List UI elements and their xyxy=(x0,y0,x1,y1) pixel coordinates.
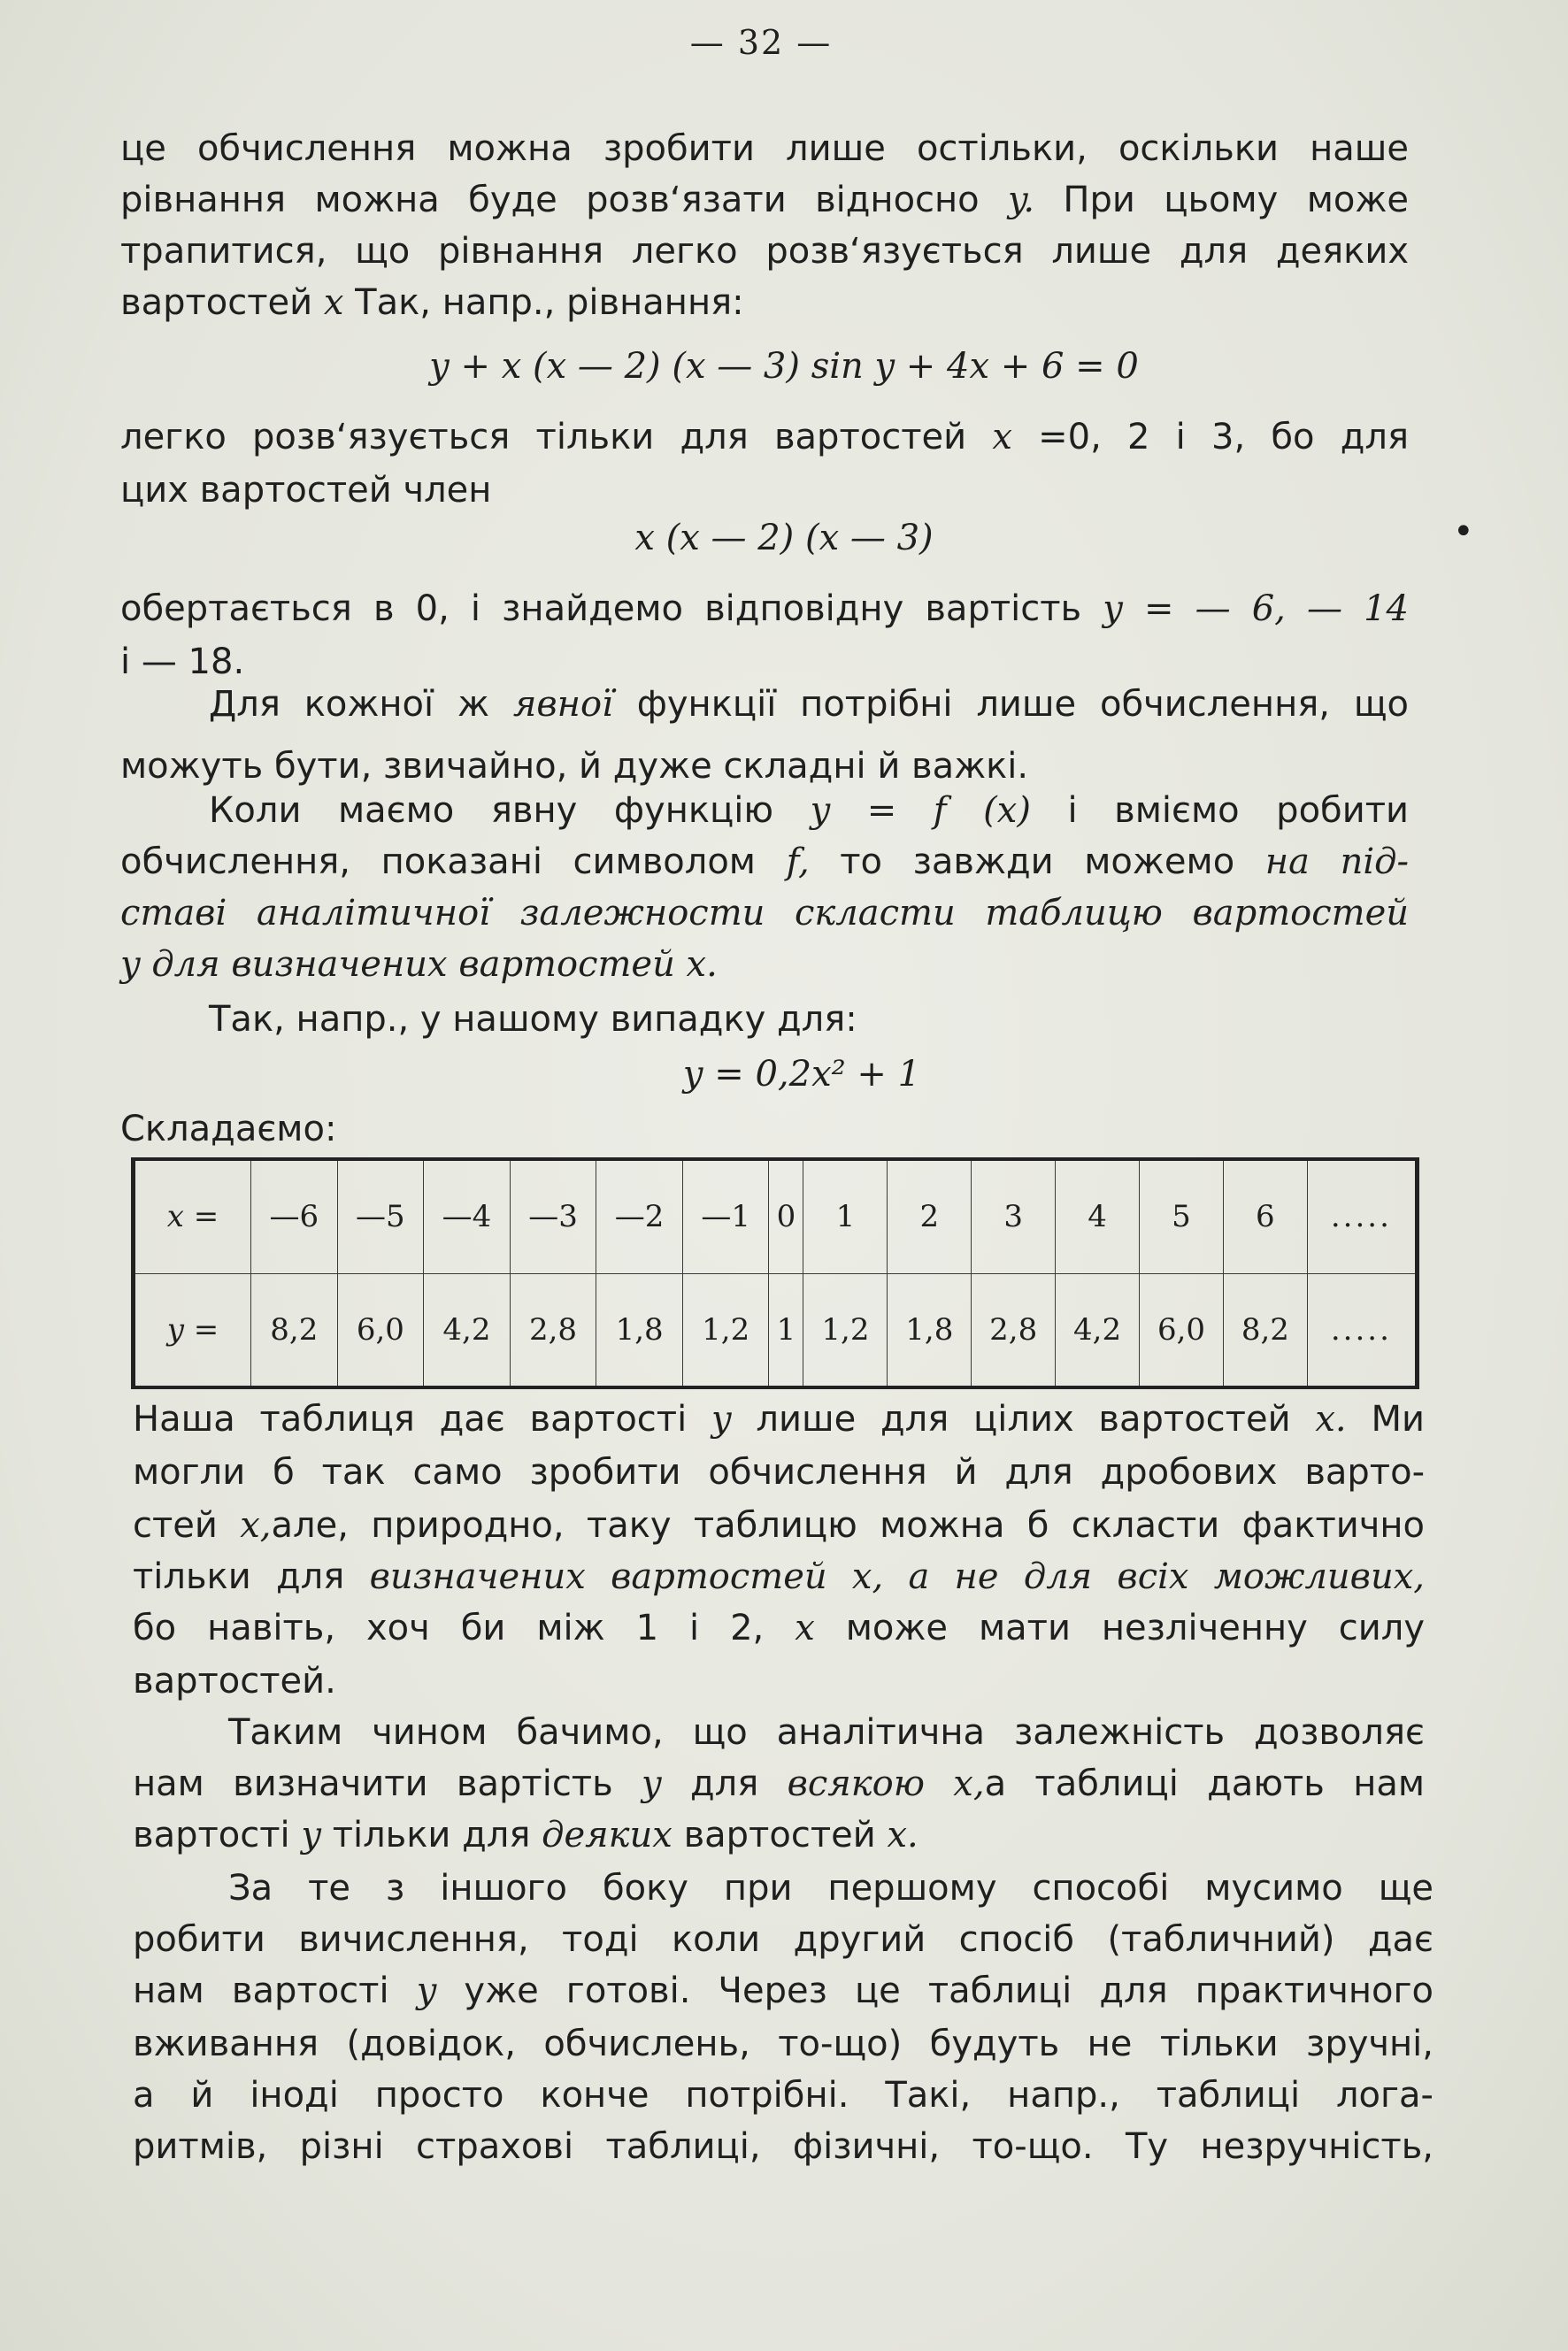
table-row-x xyxy=(134,1159,1418,1273)
text-line: Таким чином бачимо, що аналітична залежність дозволяє xyxy=(228,1712,1425,1753)
text-line: це обчислення можна зробити лише остільки, оскільки наше xyxy=(120,128,1409,169)
page-number: — 32 — xyxy=(689,23,833,62)
text-line: цих вартостей член xyxy=(120,470,492,511)
table-cell: 6,0 xyxy=(1140,1273,1224,1387)
table-cell: 3 xyxy=(972,1159,1056,1273)
text-line: стей x,але, природно, таку таблицю можна б скласти фактично xyxy=(133,1505,1425,1546)
ink-dot: • xyxy=(1453,511,1474,552)
text-line: вживання (довідок, обчислень, то-що) будуть не тільки зручні, xyxy=(133,2024,1433,2064)
equation: y = 0,2x² + 1 xyxy=(682,1054,921,1095)
table-cell: 6 xyxy=(1223,1159,1307,1273)
table-row-y xyxy=(134,1273,1418,1387)
text-line: вартості y тільки для деяких вартостей x. xyxy=(133,1815,919,1855)
equation: y + x (x — 2) (x — 3) sin y + 4x + 6 = 0 xyxy=(429,346,1139,387)
row-header: x = xyxy=(134,1159,251,1273)
text-line: обчислення, показані символом f, то завжди можемо на під- xyxy=(120,841,1409,882)
text-line: і — 18. xyxy=(120,642,245,682)
table-cell: 4,2 xyxy=(1056,1273,1140,1387)
table-cell: —4 xyxy=(424,1159,511,1273)
table-cell: 2 xyxy=(888,1159,972,1273)
text-line: нам визначити вартість y для всякою x,а таблиці дають нам xyxy=(133,1763,1426,1804)
text-line: могли б так само зробити обчислення й для дробових варто- xyxy=(133,1452,1425,1493)
value-table xyxy=(131,1157,1419,1389)
text-line: За те з іншого боку при першому способі мусимо ще xyxy=(228,1868,1433,1909)
text-line: нам вартості y уже готові. Через це таблиці для практичного xyxy=(133,1971,1433,2011)
table-cell: 1,2 xyxy=(682,1273,769,1387)
table-cell: 8,2 xyxy=(1223,1273,1307,1387)
text-line: y для визначених вартостей x. xyxy=(120,944,718,985)
text-line: ставі аналітичної залежности скласти таблицю вартостей xyxy=(120,893,1409,933)
text-line: Коли маємо явну функцію y = f (x) і вміємо робити xyxy=(209,790,1410,831)
text-line: тільки для визначених вартостей x, а не для всіх можливих, xyxy=(133,1556,1425,1597)
text-line: рівнання можна буде розв‘язати відносно y. При цьому може xyxy=(120,180,1410,220)
table-cell: 0 xyxy=(769,1159,803,1273)
text-line: вартостей. xyxy=(133,1661,336,1702)
table-cell: 4 xyxy=(1056,1159,1140,1273)
table-cell: 1,2 xyxy=(803,1273,888,1387)
table-cell: 2,8 xyxy=(972,1273,1056,1387)
table-cell: —3 xyxy=(510,1159,596,1273)
text-line: Так, напр., у нашому випадку для: xyxy=(209,999,857,1040)
text-line: а й іноді просто конче потрібні. Такі, напр., таблиці лога- xyxy=(133,2075,1433,2116)
table-cell: 1,8 xyxy=(596,1273,683,1387)
text-line: вартостей x Так, напр., рівнання: xyxy=(120,282,744,323)
table-cell: 5 xyxy=(1140,1159,1224,1273)
text-line: Для кожної ж явної функції потрібні лише обчислення, що xyxy=(209,684,1409,725)
row-header: y = xyxy=(134,1273,251,1387)
text-line: трапитися, що рівнання легко розв‘язується лише для деяких xyxy=(120,231,1409,272)
text-line: можуть бути, звичайно, й дуже складні й важкі. xyxy=(120,746,1029,787)
equation: x (x — 2) (x — 3) xyxy=(634,518,934,558)
text-line: легко розв‘язується тільки для вартостей x =0, 2 і 3, бо для xyxy=(120,417,1410,457)
table-cell: 1 xyxy=(803,1159,888,1273)
table-cell: —1 xyxy=(682,1159,769,1273)
table-cell: 2,8 xyxy=(510,1273,596,1387)
text-line: Складаємо: xyxy=(120,1109,337,1149)
table-cell: 1,8 xyxy=(888,1273,972,1387)
text-line: ритмів, різні страхові таблиці, фізичні, то-що. Ту незручність, xyxy=(133,2126,1433,2167)
text-line: робити вичислення, тоді коли другий спосіб (табличний) дає xyxy=(133,1919,1433,1960)
table-cell: ..... xyxy=(1307,1159,1417,1273)
table-cell: —2 xyxy=(596,1159,683,1273)
text-line: обертається в 0, і знайдемо відповідну вартість y = — 6, — 14 xyxy=(120,588,1410,629)
table-cell: 4,2 xyxy=(424,1273,511,1387)
table-cell: ..... xyxy=(1307,1273,1417,1387)
table-cell: 8,2 xyxy=(251,1273,338,1387)
table-cell: 1 xyxy=(769,1273,803,1387)
table-cell: —5 xyxy=(337,1159,424,1273)
text-line: Наша таблиця дає вартості y лише для цілих вартостей x. Ми xyxy=(133,1399,1425,1440)
table-cell: —6 xyxy=(251,1159,338,1273)
table-cell: 6,0 xyxy=(337,1273,424,1387)
text-line: бо навіть, хоч би між 1 і 2, x може мати незліченну силу xyxy=(133,1608,1426,1648)
